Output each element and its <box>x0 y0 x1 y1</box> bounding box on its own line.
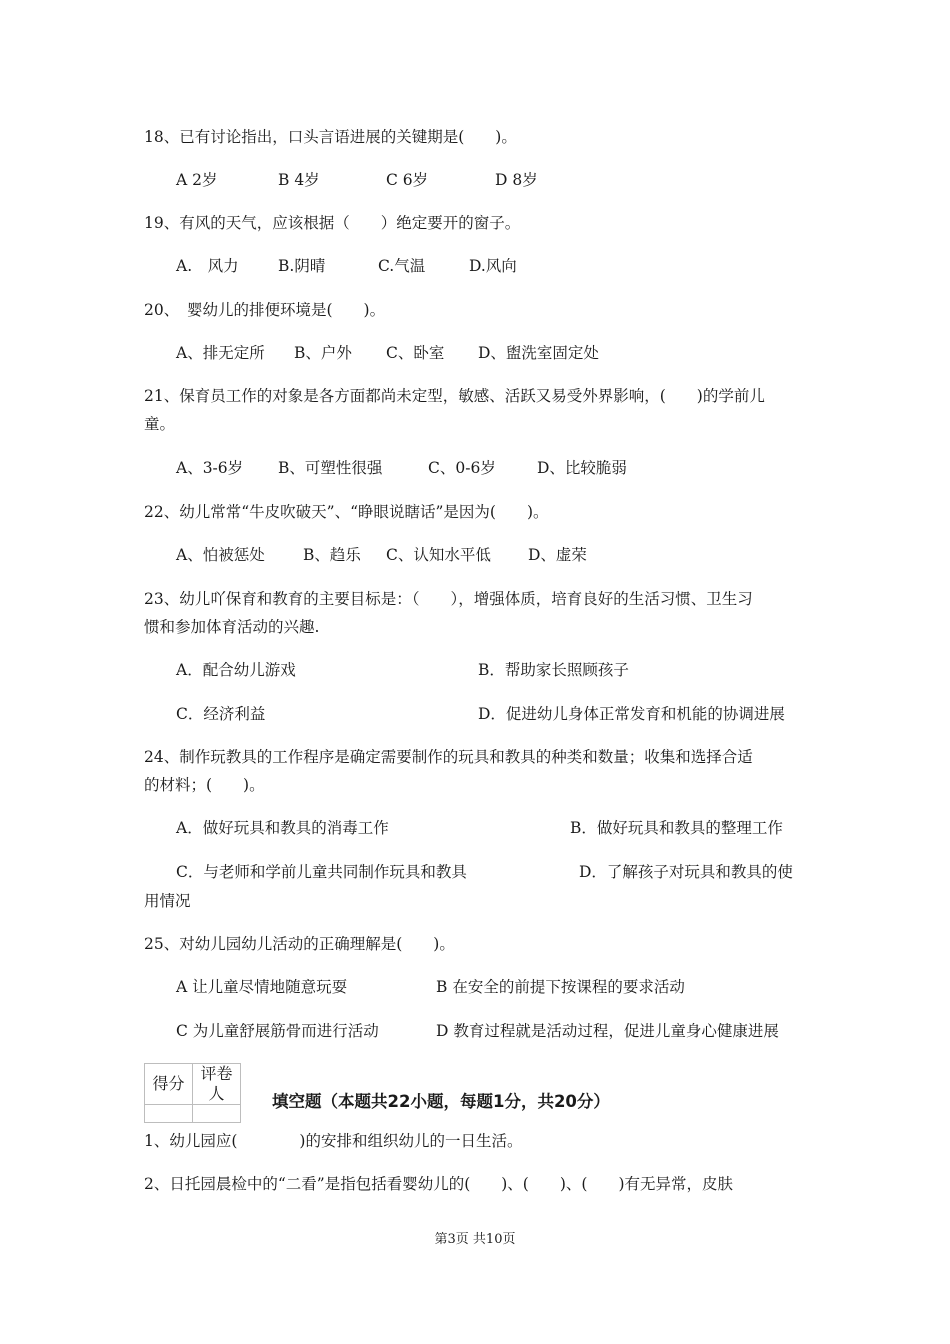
question-18-stem: 18、已有讨论指出，口头言语进展的关键期是( )。 <box>144 128 517 146</box>
question-18-option-d: D 8岁 <box>495 171 538 189</box>
question-23-option-d: D．促进幼儿身体正常发育和机能的协调进展 <box>478 705 785 723</box>
score-table <box>144 1063 241 1123</box>
score-cell <box>145 1105 193 1123</box>
question-21-option-d: D、比较脆弱 <box>537 459 627 477</box>
question-20-option-d: D、盥洗室固定处 <box>478 344 599 362</box>
question-19-option-b: B.阴晴 <box>278 257 326 275</box>
question-20-option-c: C、卧室 <box>386 344 445 362</box>
question-19-option-d: D.风向 <box>469 257 517 275</box>
page-footer: 第3页 共10页 <box>434 1232 516 1247</box>
question-22-option-a: A、怕被惩处 <box>176 546 265 564</box>
question-22-option-d: D、虚荣 <box>528 546 587 564</box>
question-23-option-c: C．经济利益 <box>176 705 266 723</box>
score-header: 得分 <box>145 1064 193 1105</box>
question-24-option-d-continuation: 用情况 <box>144 892 191 910</box>
question-24-stem-line2: 的材料；( )。 <box>144 776 265 794</box>
question-21-stem-line1: 21、保育员工作的对象是各方面都尚未定型，敏感、活跃又易受外界影响，( )的学前儿 <box>144 387 765 405</box>
question-18-option-b: B 4岁 <box>278 171 320 189</box>
question-25-option-c: C 为儿童舒展筋骨而进行活动 <box>176 1022 379 1040</box>
question-18-option-a: A 2岁 <box>176 171 218 189</box>
fill-question-2: 2、日托园晨检中的“二看”是指包括看婴幼儿的( )、( )、( )有无异常，皮肤 <box>144 1175 733 1193</box>
question-19-stem: 19、有风的天气，应该根据（ ）绝定要开的窗子。 <box>144 214 521 232</box>
question-23-stem-line1: 23、幼儿吖保育和教育的主要目标是：（ ），增强体质，培育良好的生活习惯、卫生习 <box>144 590 753 608</box>
question-19-option-c: C.气温 <box>378 257 426 275</box>
question-18-option-c: C 6岁 <box>386 171 429 189</box>
question-22-option-b: B、趋乐 <box>303 546 361 564</box>
question-22-stem: 22、幼儿常常“牛皮吹破天”、“睁眼说瞎话”是因为( )。 <box>144 503 549 521</box>
question-21-option-a: A、3-6岁 <box>176 459 244 477</box>
question-20-stem: 20、 婴幼儿的排便环境是( )。 <box>144 301 386 319</box>
question-21-option-b: B、可塑性很强 <box>278 459 383 477</box>
question-24-option-a: A．做好玩具和教具的消毒工作 <box>176 819 389 837</box>
grader-cell <box>193 1105 241 1123</box>
question-25-option-d: D 教育过程就是活动过程，促进儿童身心健康进展 <box>436 1022 779 1040</box>
question-24-stem-line1: 24、制作玩教具的工作程序是确定需要制作的玩具和教具的种类和数量；收集和选择合适 <box>144 748 753 766</box>
question-24-option-c: C．与老师和学前儿童共同制作玩具和教具 <box>176 863 467 881</box>
question-19-option-a: A. 风力 <box>176 257 239 275</box>
question-24-option-b: B．做好玩具和教具的整理工作 <box>570 819 783 837</box>
question-25-option-a: A 让儿童尽情地随意玩耍 <box>176 978 348 996</box>
section-title: 填空题（本题共22小题，每题1分，共20分） <box>272 1092 610 1111</box>
question-20-option-b: B、户外 <box>294 344 352 362</box>
fill-question-1: 1、幼儿园应( )的安排和组织幼儿的一日生活。 <box>144 1132 523 1150</box>
question-20-option-a: A、排无定所 <box>176 344 265 362</box>
question-21-stem-line2: 童。 <box>144 415 176 433</box>
grader-header: 评卷人 <box>193 1064 241 1105</box>
question-24-option-d: D．了解孩子对玩具和教具的使 <box>579 863 793 881</box>
question-23-stem-line2: 惯和参加体育活动的兴趣. <box>144 618 320 636</box>
question-21-option-c: C、0-6岁 <box>428 459 496 477</box>
question-23-option-a: A．配合幼儿游戏 <box>176 661 296 679</box>
question-23-option-b: B．帮助家长照顾孩子 <box>478 661 629 679</box>
question-25-stem: 25、对幼儿园幼儿活动的正确理解是( )。 <box>144 935 455 953</box>
question-22-option-c: C、认知水平低 <box>386 546 491 564</box>
question-25-option-b: B 在安全的前提下按课程的要求活动 <box>436 978 685 996</box>
